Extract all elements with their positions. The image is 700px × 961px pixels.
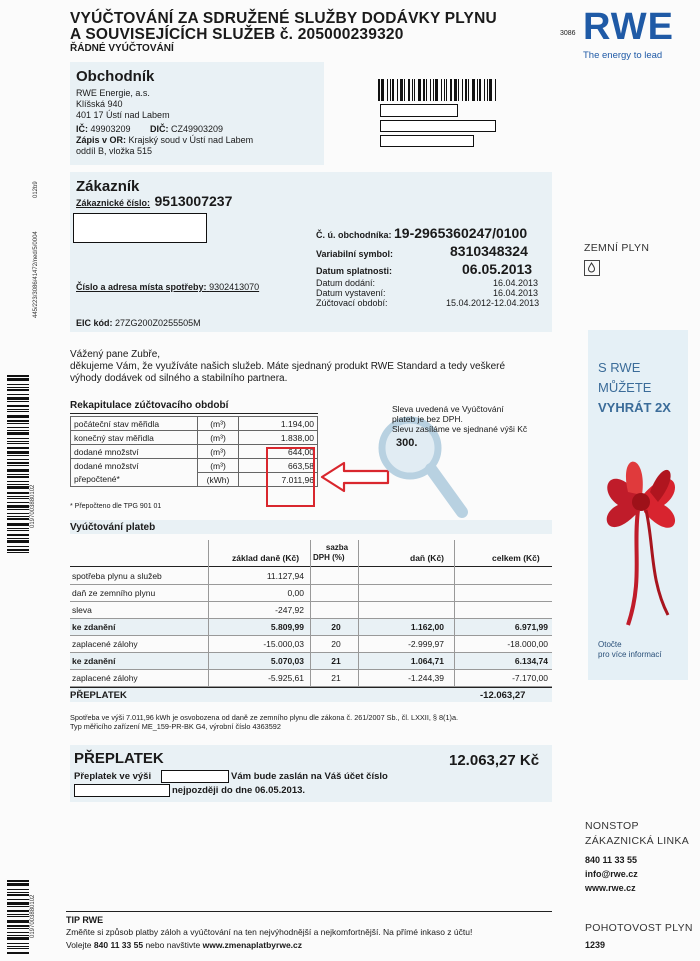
delivery-label: Datum dodání: [316, 278, 376, 288]
redacted-street [380, 120, 496, 132]
pay-total: -18.000,00 [507, 639, 548, 649]
greeting-text2: výhody dodávek od silného a stabilního partnera. [70, 373, 288, 384]
side-barcode-1 [7, 375, 29, 555]
recap-value: 663,58 [239, 459, 318, 473]
address-barcode [378, 79, 496, 101]
discount-line3: Slevu zasíláme ve sjednané výši Kč [392, 424, 528, 434]
merchant-heading: Obchodník [76, 68, 155, 85]
redacted-city [380, 135, 474, 147]
redacted-amount [161, 770, 229, 783]
due-value: 06.05.2013 [462, 261, 533, 277]
highlight-box [266, 447, 315, 507]
margin-code1: 012b9 [33, 181, 39, 198]
row-divider [70, 584, 552, 585]
recap-label: dodané množství [71, 445, 198, 459]
contact-email[interactable]: info@rwe.cz [585, 869, 638, 879]
contact-phone: 840 11 33 55 [585, 855, 638, 865]
vs-value: 8310348324 [450, 243, 528, 259]
pay-base: 5.809,99 [270, 622, 304, 632]
recap-heading: Rekapitulace zúčtovacího období [70, 400, 229, 411]
overpay-value: -12.063,27 [480, 690, 526, 701]
contact-h1: NONSTOP [585, 820, 639, 832]
recap-rule [70, 413, 318, 414]
col-rate-header1: sazba [325, 543, 349, 552]
pay-rate: 20 [331, 622, 341, 632]
summary-line1b: Vám bude zaslán na Váš účet číslo [231, 771, 388, 782]
summary-value: 12.063,27 Kč [449, 752, 540, 769]
issued-label: Datum vystavení: [316, 288, 386, 298]
col-rate-header2: DPH (%) [313, 553, 345, 562]
greeting-text1: děkujeme Vám, že využíváte našich služeb. Máte sjednaný produkt RWE Standard a tedy veškeré [70, 361, 506, 372]
column-divider [358, 540, 359, 687]
column-divider [208, 540, 209, 687]
rwe-logo [583, 8, 693, 70]
promo-small2: pro více informací [598, 650, 662, 659]
redacted-account [74, 784, 170, 797]
pay-tax: 1.162,00 [410, 622, 444, 632]
row-divider [70, 635, 552, 636]
pay-label: ke zdanění [72, 656, 116, 666]
table-row [71, 417, 318, 431]
rwe-logo-text: RWE [583, 6, 674, 48]
payments-note2: Typ měřicího zařízení ME_159-PR-BK G4, výrobní číslo 4363592 [70, 722, 281, 731]
rwe-logo-slogan: The energy to lead [583, 50, 663, 61]
merchant-dic [150, 124, 223, 135]
payments-note1: Spotřeba ve výši 7.011,96 kWh je osvobozena od daně ze zemního plynu dle zákona č. 261/2007 Sb., čl. LXXII, § 8(1)a. [70, 713, 459, 722]
emergency-label: POHOTOVOST PLYN [585, 922, 693, 934]
row-divider [70, 669, 552, 670]
discount-line1: Sleva uvedená ve Vyúčtování [392, 404, 504, 414]
pay-tax: -2.999,97 [408, 639, 444, 649]
merchant-ic [76, 124, 131, 135]
ic-label: IČ: [76, 124, 88, 134]
doc-subtitle: ŘÁDNÉ VYÚČTOVÁNÍ [70, 43, 174, 54]
col-tax-header: daň (Kč) [410, 553, 444, 563]
recap-unit: (m³) [198, 445, 239, 459]
vs-label: Variabilní symbol: [316, 249, 394, 259]
redacted-name [380, 104, 458, 117]
summary-line1a: Přeplatek ve výši [74, 771, 152, 782]
site-value: 9302413070 [209, 282, 260, 292]
margin-code2: 445/223/3086/41472/ned/5/0004 [33, 231, 39, 318]
pay-rate: 21 [331, 656, 341, 666]
customer-number-value: 9513007237 [154, 193, 233, 209]
recap-value: 1.194,00 [239, 417, 318, 431]
tip-heading: TIP RWE [66, 915, 104, 925]
pay-label: ke zdanění [72, 622, 116, 632]
promo-line3: VYHRÁT 2X [598, 400, 671, 415]
product-label: ZEMNÍ PLYN [584, 242, 650, 254]
payments-header-rule [70, 566, 552, 567]
contact-h2: ZÁKAZNICKÁ LINKA [585, 835, 689, 847]
doc-title-line2: A SOUVISEJÍCÍCH SLUŽEB č. 205000239320 [70, 26, 404, 43]
tip-line1: Změňte si způsob platby záloh a vyúčtování na ten nejvýhodnější a nejkomfortnější. Na přímé inkaso z účtu! [66, 927, 473, 937]
pay-label: zaplacené zálohy [72, 673, 138, 683]
pay-base: -15.000,03 [263, 639, 304, 649]
pay-base: 11.127,94 [266, 571, 304, 581]
tip-web[interactable]: www.zmenaplatbyrwe.cz [202, 940, 303, 950]
pay-total: 6.134,74 [514, 656, 548, 666]
pay-label: zaplacené zálohy [72, 639, 138, 649]
recap-unit: (m³) [198, 459, 239, 473]
pay-rate: 20 [331, 639, 341, 649]
pay-base: -5.925,61 [268, 673, 304, 683]
tip-line2-a: Volejte [66, 940, 92, 950]
pay-label: daň ze zemního plynu [72, 588, 156, 598]
recap-label: přepočtené* [71, 473, 198, 487]
promo-small1: Otočte [598, 640, 622, 649]
merchant-register2: oddíl B, vložka 515 [76, 146, 153, 156]
eic-line [76, 318, 201, 329]
pay-total: 6.971,99 [514, 622, 548, 632]
site-line [76, 282, 259, 293]
pay-tax: 1.064,71 [410, 656, 444, 666]
discount-line2: plateb je bez DPH. [392, 414, 463, 424]
merchant-street: Klíšská 940 [76, 99, 123, 109]
merchant-city: 401 17 Ústí nad Labem [76, 110, 170, 120]
column-divider [454, 540, 455, 687]
recap-unit: (m³) [198, 431, 239, 445]
dic-value: CZ49903209 [171, 124, 224, 134]
discount-amount: 300. [396, 437, 418, 449]
customer-number [76, 193, 232, 211]
tip-rule [66, 911, 552, 912]
recap-unit: (m³) [198, 417, 239, 431]
recap-label: dodané množství [71, 459, 198, 473]
table-row [71, 431, 318, 445]
recap-value: 7.011,96 [239, 473, 318, 487]
due-label: Datum splatnosti: [316, 266, 393, 276]
pay-base: 0,00 [287, 588, 304, 598]
emergency-phone: 1239 [585, 940, 606, 950]
col-base-header: základ daně (Kč) [232, 553, 300, 563]
recap-value: 644,00 [239, 445, 318, 459]
pay-label: spotřeba plynu a služeb [72, 571, 162, 581]
merchant-register [76, 135, 253, 146]
delivery-value: 16.04.2013 [493, 278, 539, 288]
pay-base: -247,92 [275, 605, 304, 615]
payments-heading: Vyúčtování plateb [70, 522, 156, 533]
row-divider [70, 601, 552, 602]
tip-line2 [66, 940, 302, 950]
form-code: 3086 [560, 30, 576, 37]
customer-heading: Zákazník [76, 178, 140, 195]
promo-line1: S RWE [598, 360, 641, 375]
recap-value: 1.838,00 [239, 431, 318, 445]
overpay-label: PŘEPLATEK [70, 690, 127, 701]
period-value: 15.04.2012-12.04.2013 [446, 298, 540, 308]
tip-line2-b: nebo navštivte [145, 940, 201, 950]
contact-web[interactable]: www.rwe.cz [585, 883, 636, 893]
customer-number-label: Zákaznické číslo: [76, 198, 151, 208]
redacted-customer-name [73, 213, 207, 243]
recap-unit: (kWh) [198, 473, 239, 487]
recap-label: počáteční stav měřidla [71, 417, 198, 431]
account-label: Č. ú. obchodníka: [316, 230, 392, 240]
summary-line2: nejpozději do dne 06.05.2013. [172, 785, 306, 796]
pay-base: 5.070,03 [270, 656, 304, 666]
gas-flame-icon [584, 260, 600, 276]
register-value: Krajský soud v Ústí nad Labem [128, 135, 254, 145]
ic-value: 49903209 [90, 124, 131, 134]
merchant-name: RWE Energie, a.s. [76, 88, 150, 98]
side-barcode-2 [7, 880, 29, 956]
dic-label: DIČ: [150, 124, 169, 134]
eic-value: 27ZG200Z0255505M [115, 318, 201, 328]
register-label: Zápis v OR: [76, 135, 127, 145]
pay-total: -7.170,00 [512, 673, 548, 683]
doc-title-line1: VYÚČTOVÁNÍ ZA SDRUŽENÉ SLUŽBY DODÁVKY PLYNU [70, 10, 497, 27]
greeting-salutation: Vážený pane Zubře, [70, 349, 161, 360]
eic-label: EIC kód: [76, 318, 113, 328]
column-divider [310, 540, 311, 687]
pay-rate: 21 [331, 673, 341, 683]
gift-bow-icon [588, 440, 688, 640]
issued-value: 16.04.2013 [493, 288, 539, 298]
pay-label: sleva [72, 605, 92, 615]
site-label: Číslo a adresa místa spotřeby: [76, 282, 207, 292]
col-total-header: celkem (Kč) [492, 553, 540, 563]
tip-phone: 840 11 33 55 [93, 940, 144, 950]
discount-note [392, 404, 527, 434]
promo-line2: MŮŽETE [598, 380, 652, 395]
summary-label: PŘEPLATEK [74, 750, 164, 767]
pay-tax: -1.244,39 [408, 673, 444, 683]
recap-label: konečný stav měřidla [71, 431, 198, 445]
margin-code3: 0197003880102 [30, 484, 36, 528]
account-value: 19-2965360247/0100 [394, 225, 528, 241]
margin-code4: 0197003880102 [30, 894, 36, 938]
period-label: Zúčtovací období: [316, 298, 388, 308]
recap-footnote: * Přepočteno dle TPG 901 01 [70, 503, 162, 510]
